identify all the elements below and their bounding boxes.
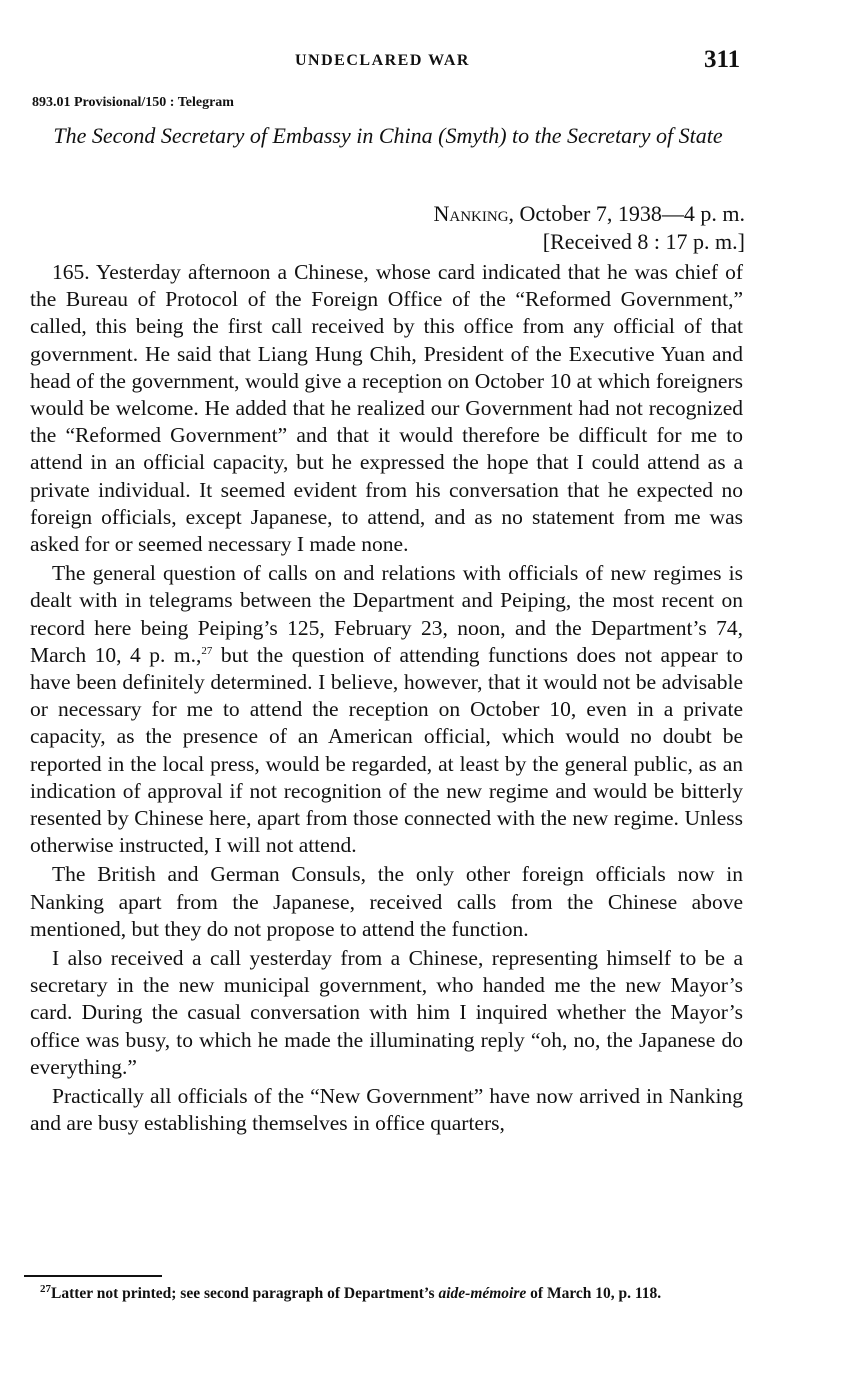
footnote-text-after: of March 10, p. 118. [526, 1285, 662, 1302]
paragraph-2 [30, 560, 743, 859]
paragraph-2-part-1: The general question of calls on and relations with officials of new regimes is dealt with in telegrams between the Department and Peiping, the most recent on record here being Peiping’s 125, February 23, noon, and the Department’s 74, March 10, 4 p. m., [30, 561, 743, 667]
footnote-marker: 27 [40, 1282, 51, 1295]
paragraph-4: I also received a call yesterday from a Chinese, representing himself to be a secretary in the new municipal government, who handed me the new Mayor’s card. During the casual conversation with him I inquired whether the Mayor’s office was busy, to which he made the illuminating reply “oh, no, the Japanese do everything.” [30, 946, 743, 1079]
dateline-received: [Received 8 : 17 p. m.] [542, 229, 745, 254]
document-title: The Second Secretary of Embassy in China (Smyth) to the Secretary of State [53, 123, 723, 148]
dateline-place-date [380, 200, 745, 228]
dateline [380, 200, 745, 256]
footnote-rule [24, 1275, 162, 1277]
running-title: UNDECLARED WAR [295, 52, 470, 69]
paragraph-3: The British and German Consuls, the only other foreign officials now in Nanking apart from the Japanese, received calls from the Chinese above mentioned, but they do not propose to attend the function. [30, 862, 743, 941]
file-reference: 893.01 Provisional/150 : Telegram [32, 95, 234, 110]
paragraph-1: 165. Yesterday afternoon a Chinese, whose card indicated that he was chief of the Bureau of Protocol of the Foreign Office of the “Reformed Government,” called, this being the first call received by this office from any official of that government. He said that Liang Hung Chih, President of the Executive Yuan and head of the government, would give a reception on October 10 at which foreigners would be welcome. He added that he realized our Government had not recognized the “Reformed Government” and that it would therefore be difficult for me to attend in an official capacity, but he expressed the hope that I could attend as a private individual. It seemed evident from his conversation that he expected no foreign officials, except Japanese, to attend, and as no statement from me was asked for or seemed necessary I made none. [30, 260, 743, 557]
footnote-text [22, 1282, 744, 1303]
paragraph-5: Practically all officials of the “New Government” have now arrived in Nanking and are busy establishing themselves in office quarters, [30, 1084, 743, 1136]
paragraph-2-part-2: but the question of attending functions does not appear to have been definitely determined. I believe, however, that it would not be advisable or necessary for me to attend the reception on October 10, even in a private capacity, as the presence of an American official, which would no doubt be reported in the local press, would be regarded, at least by the general public, as an indication of approval if not recognition of the new regime and would be bitterly resented by Chinese here, apart from those connected with the new regime. Unless otherwise instructed, I will not attend. [30, 642, 743, 858]
footnote-italic: aide-mémoire [438, 1285, 527, 1302]
page-number: 311 [704, 46, 741, 73]
footnote-reference[interactable]: 27 [201, 644, 213, 657]
telegram-body [30, 259, 743, 1140]
footnote [22, 1282, 744, 1303]
running-head [0, 48, 849, 78]
footnote-text-before: Latter not printed; see second paragraph of Department’s [51, 1285, 439, 1302]
dateline-date: , October 7, 1938—4 p. m. [508, 201, 745, 226]
dateline-place: Nanking [433, 201, 509, 226]
